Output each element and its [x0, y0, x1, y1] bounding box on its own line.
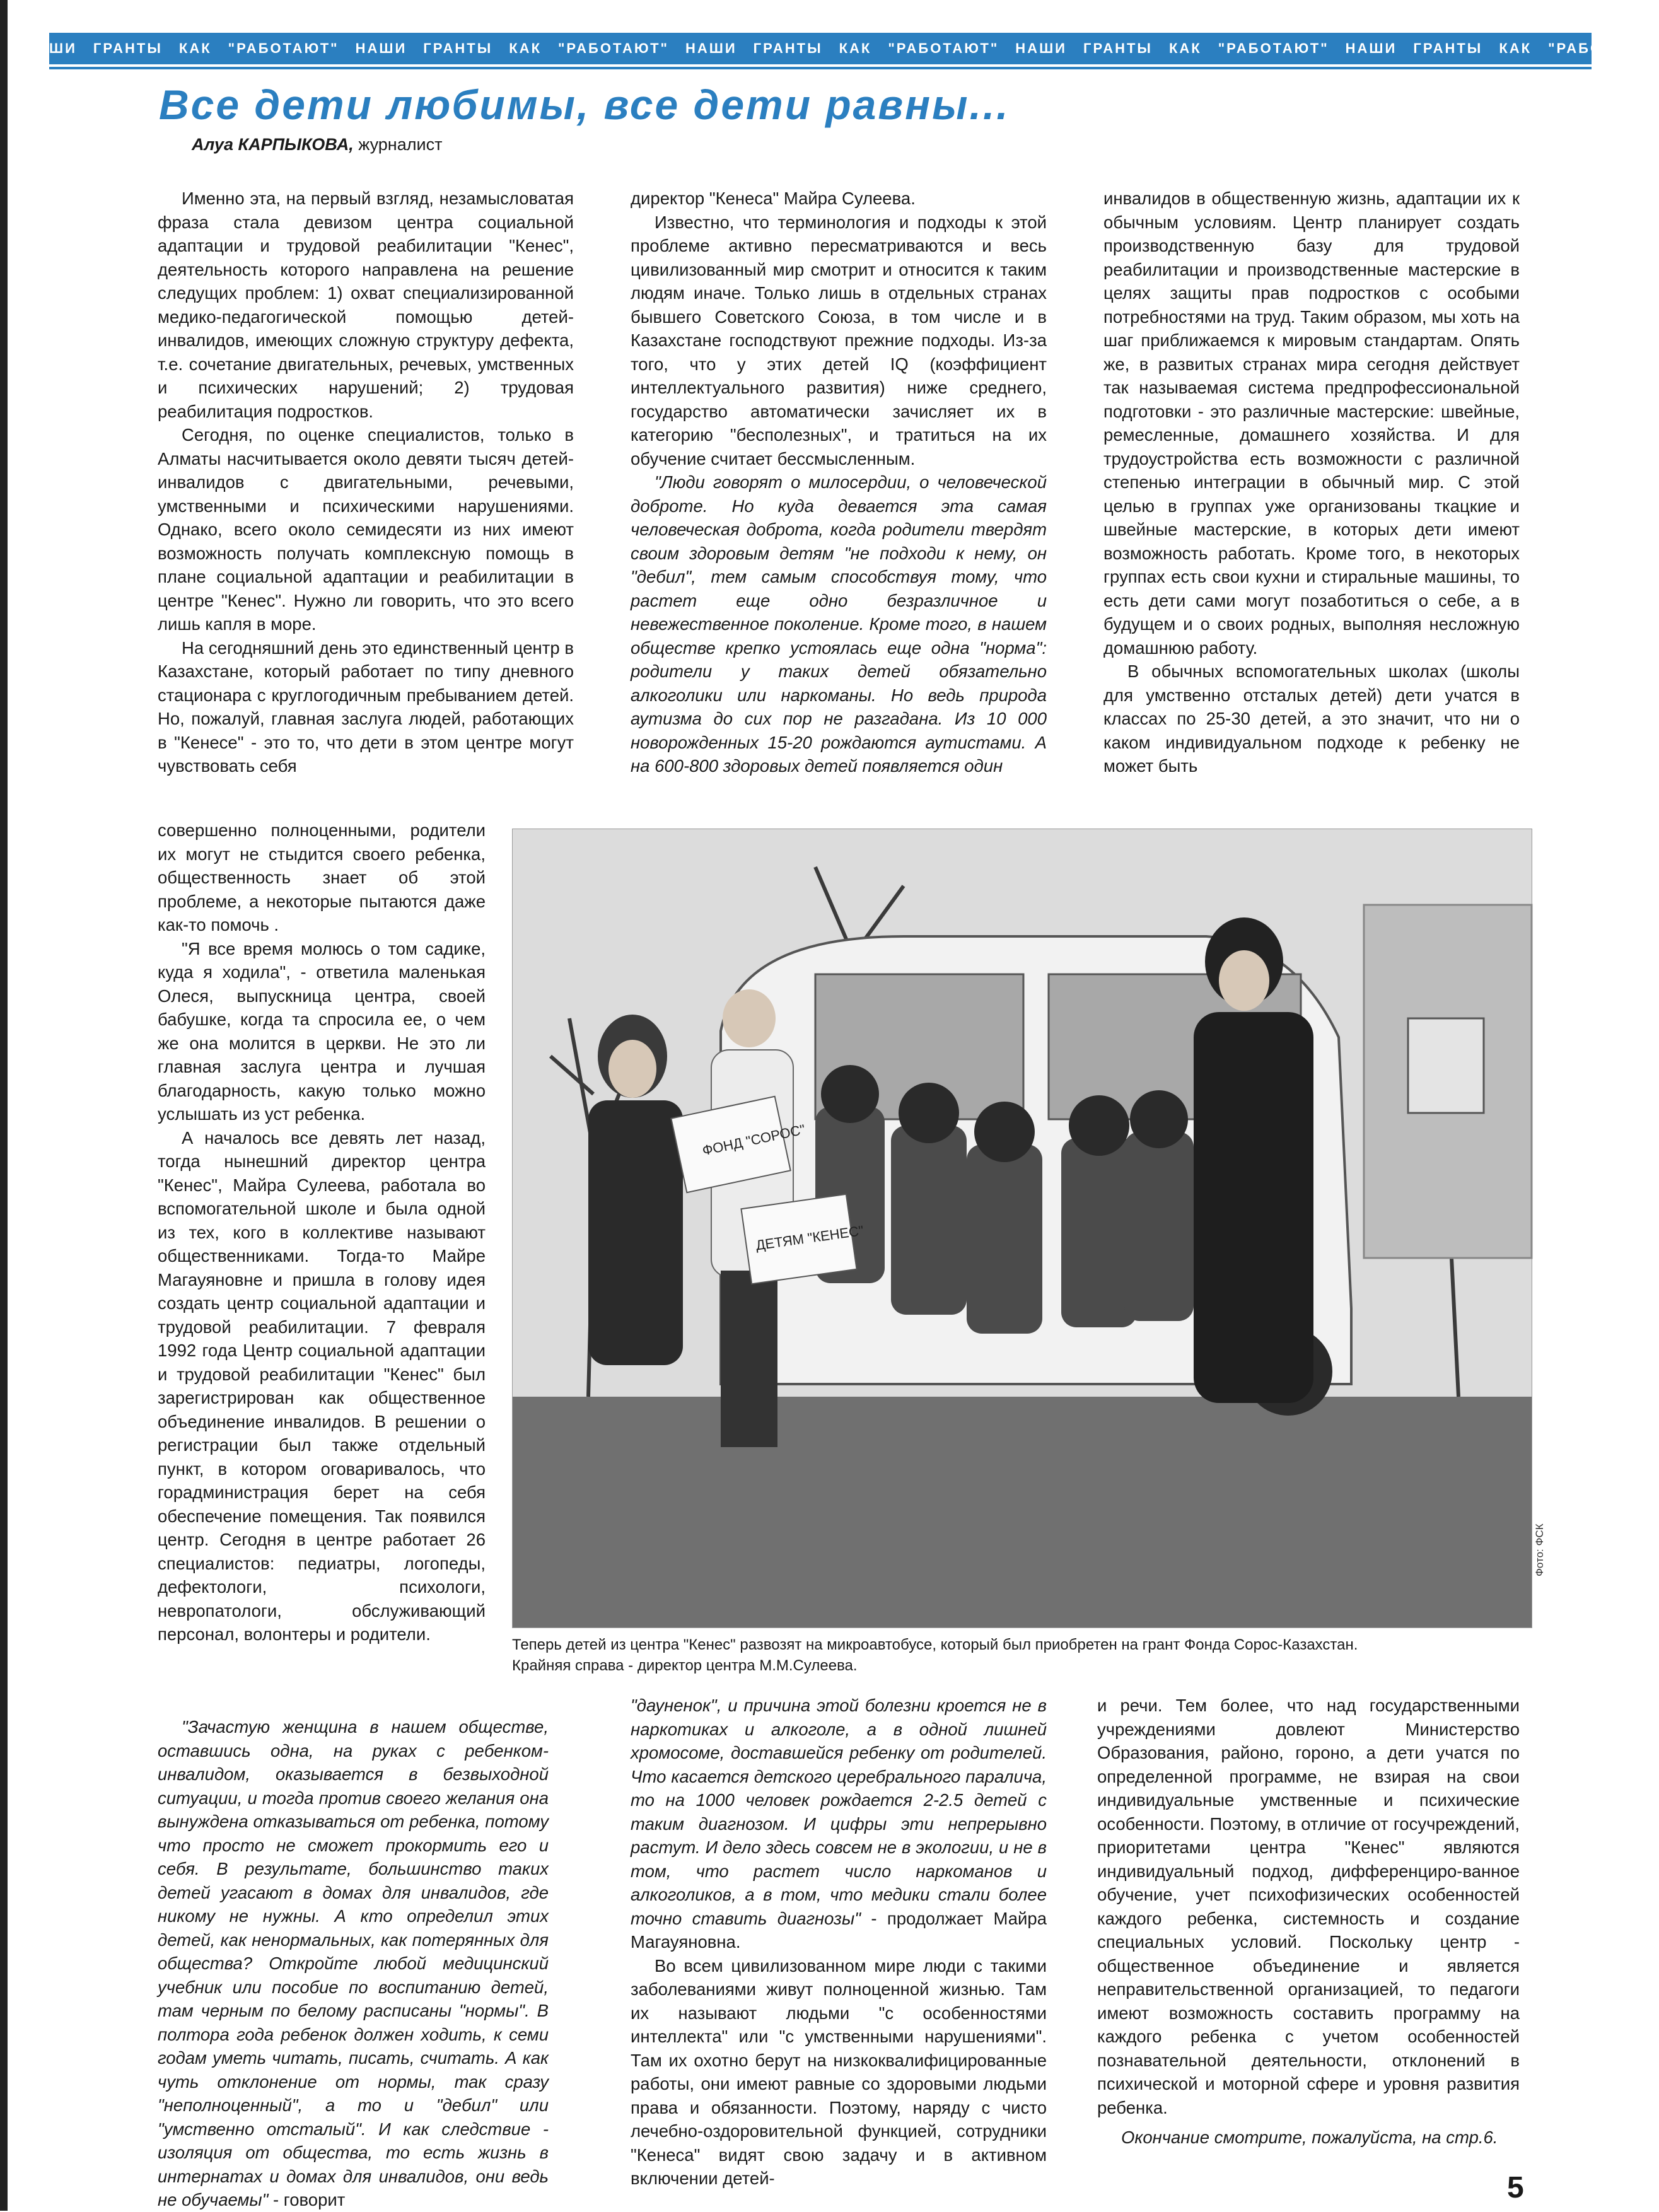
column-3-bottom [1097, 1694, 1520, 2150]
quote-attribution: - говорит [272, 2190, 346, 2209]
band-item: КАК [1499, 40, 1532, 56]
quote-paragraph: "Люди говорят о милосердии, о человеческой доброте. Но куда девается эта самая человеческая доброта, когда родители твердят своим здоровым детям "не подходи к нему, он "дебил", тем самым способствуя тому, что растет еще одно безразличное и невежественное поколение. Кроме того, в нашем обществе крепко устоялась еще одна "норма": родители у таких детей обязательно алкоголики или наркоманы. Но ведь природа аутизма до сих пор не разгадана. Из 10 000 новорожденных 15-20 рождаются аутистами. А на 600-800 здоровых детей появляется один [631, 472, 1047, 776]
paragraph: инвалидов в общественную жизнь, адаптации их к обычным условиям. Центр планирует создать производственную базу для трудовой реабилитации и производственные мастерские в целях защиты прав подростков с особыми потребностями на труд. Таким образом, мы хоть на шаг приближаемся к мировым стандартам. Опять же, в развитых странах мира сегодня действует так называемая система предпрофессиональной подготовки - это различные мастерские: швейные, ремесленные, домашнего хозяйства. И для трудоустройства есть возможности с различной степенью интеграции в обычный мир. С этой целью в группах уже организованы ткацкие и швейные мастерские, в которых дети имеют возможность работать. Кроме того, в некоторых группах есть свои кухни и стиральные машины, то есть дети сами могут позаботиться о себе, а в будущем и о своих родных, выполняя несложную домашнюю работу. [1103, 189, 1520, 658]
quote-text: "Зачастую женщина в нашем обществе, оставшись одна, на руках с ребенком-инвалидом, оказывается в безвыходной ситуации, и тогда против своего желания она вынуждена отказываться от ребенка, потому что просто не сможет прокормить его и себя. В результате, большинство таких детей угасают в домах для инвалидов, где никому не нужны. А кто определил этих детей, как ненормальных, как потерянных для общества? Откройте любой медицинский учебник или пособие по воспитанию детей, там черным по белому расписаны "нормы". В полтора года ребенок должен ходить, к семи годам уметь читать, писать, считать. А как чуть отклонение от нормы, так сразу "неполноценный", а то и "дебил" или "умственно отсталый". И как следствие - изоляция от общества, то есть жизнь в интернатах и домах для инвалидов, они ведь не обучаемы" [158, 1717, 549, 2209]
band-item: "РАБОТАЮТ" [558, 40, 669, 56]
byline [192, 135, 442, 154]
band-item: НАШИ [355, 40, 407, 56]
paragraph: Сегодня, по оценке специалистов, только в Алматы насчитывается около девяти тысяч детей-инвалидов с двигательными, речевыми, умственными и психическими нарушениями. Однако, всего около семидесяти из них имеют возможность получать комплексную помощь в плане социальной адаптации и реабилитации в центре "Кенес". Нужно ли говорить, что это всего лишь капля в море. [158, 425, 574, 634]
continuation-note: Окончание смотрите, пожалуйста, на стр.6. [1121, 2128, 1498, 2147]
paragraph: Во всем цивилизованном мире люди с такими заболеваниями живут полноценной жизнью. Там их называют людьми "с особенностями интеллекта" или "с умственными нарушениями". Там их охотно берут на низкоквалифицированные работы, они имеют равные со здоровыми людьми права и обязанности. Поэтому, наряду с чисто лечебно-оздоровительной функцией, сотрудники "Кенеса" видят свою задачу и в активном включении детей- [631, 1955, 1047, 2188]
quote-paragraph [631, 1694, 1047, 1954]
column-1-bottom [158, 1715, 549, 2212]
article-title: Все дети любимы, все дети равны... [159, 81, 1010, 128]
band-item: ГРАНТЫ [423, 40, 493, 56]
column-2-bottom [631, 1694, 1047, 2191]
paragraph: директор "Кенеса" Майра Сулеева. [631, 189, 916, 208]
band-item: ШИ [49, 40, 77, 56]
band-item: КАК [1168, 40, 1202, 56]
photo-sign: ФОНД "СОРОС" [701, 1121, 807, 1159]
paragraph: Известно, что терминология и подходы к этой проблеме активно пересматриваются и весь цивилизованный мир смотрит и относится к таким людям иначе. Только лишь в отдельных странах бывшего Советского Союза, в том числе и в Казахстане господствуют прежние подходы. Из-за того, что у этих детей IQ (коэффициент интеллектуального развития) ниже среднего, государство автоматически зачисляет их в категорию "бесполезных", и тратиться на их обучение считает бессмысленным. [631, 212, 1047, 469]
paragraph: На сегодняшний день это единственный центр в Казахстане, который работает по типу дневного стационара с круглогодичным пребыванием детей. Но, пожалуй, главная заслуга людей, работающих в "Кенесе" - это то, что дети в этом центре могут чувствовать себя [158, 637, 574, 776]
band-item: КАК [839, 40, 872, 56]
column-1-middle [158, 818, 486, 1646]
header-band [49, 33, 1659, 64]
caption-line: Крайняя справа - директор центра М.М.Сулеева. [512, 1657, 858, 1674]
author-name: Алуа КАРПЫКОВА, [192, 135, 354, 154]
photo-caption [512, 1634, 1531, 1676]
band-item: КАК [509, 40, 542, 56]
band-item: "РАБОТАЮТ" [228, 40, 339, 56]
quote-text: "дауненок", и причина этой болезни кроется не в наркотиках и алкоголе, а в одной лишней хромосоме, доставшейся ребенку от родителей. Что касается детского церебрального паралича, то на 1000 человек рождается 2-2.5 детей с таким диагнозом. И цифры эти непрерывно растут. И дело здесь совсем не в экологии, и не в том, что растет число наркоманов и алкоголиков, а в том, что медики стали более точно ставить диагнозы" [631, 1696, 1047, 1928]
photo-sign: ДЕТЯМ "КЕНЕС" [755, 1222, 865, 1254]
quote-paragraph [158, 1715, 549, 2212]
photo-illustration [513, 829, 1532, 1627]
author-role: журналист [358, 135, 443, 154]
quote-attribution: - продолжает Майра Магауяновна. [631, 1908, 1047, 1952]
band-item: "РАБОТАЮТ" [888, 40, 999, 56]
band-item: "РАБОТАЮТ" [1548, 40, 1659, 56]
paragraph: и речи. Тем более, что над государственными учреждениями довлеют Министерство Образования, районо, гороно, а дети учатся по определенной программе, не взирая на свои индивидуальные умственные и психические особенности. Поэтому, в отличие от госучреждений, приоритетами центра "Кенес" являются индивидуальный подход, дифференциро-ванное обучение, учет психофизических особенностей каждого ребенка, системность и создание специальных условий. Поскольку центр - общественное объединение и является неправительственной организацией, то педагоги имеют возможность составить программу на каждого ребенка с учетом особенностей познавательной деятельности, отклонений в психической и моторной сфере и уровня развития ребенка. [1097, 1696, 1520, 2117]
paragraph: "Я все время молюсь о том садике, куда я ходила", - ответила маленькая Олеся, выпускница центра, своей бабушке, когда та спросила ее, о чем же она молится в церкви. Не это ли главная заслуга центра и лучшая благодарность, какую только можно услышать из уст ребенка. [158, 938, 486, 1124]
band-item: ГРАНТЫ [1083, 40, 1153, 56]
band-item: ГРАНТЫ [93, 40, 163, 56]
band-item: "РАБОТАЮТ" [1218, 40, 1329, 56]
paragraph: А началось все девять лет назад, тогда нынешний директор центра "Кенес", Майра Сулеева, работала во вспомогательной школе и была одной из тех, кого в коллективе называют общественниками. Тогда-то Майре Магауяновне и пришла в голову идея создать центр социальной адаптации и трудовой реабилитации. 7 февраля 1992 года Центр социальной адаптации и трудовой реабилитации "Кенес" был зарегистрирован как общественное объединение инвалидов. В решении о регистрации был также отдельный пункт, в котором оговаривалось, что горадминистрация берет на себя обеспечение помещения. Так появился центр. Сегодня в центре работает 26 специалистов: педиатры, логопеды, дефектологи, психологи, невропатологи, обслуживающий персонал, волонтеры и родители. [158, 1127, 486, 1644]
paragraph: В обычных вспомогательных школах (школы для умственно отсталых детей) дети учатся в классах по 25-30 детей, а это значит, что ни о каком индивидуальном подходе к ребенку не может быть [1103, 661, 1520, 776]
band-item: ГРАНТЫ [753, 40, 823, 56]
scan-edge [0, 0, 8, 2211]
band-item: НАШИ [1015, 40, 1067, 56]
paragraph: совершенно полноценными, родители их могут не стыдится своего ребенка, общественность знает об этой проблеме, а некоторые пытаются даже как-то помочь . [158, 820, 486, 934]
column-3-top [1103, 187, 1520, 778]
paragraph: Именно эта, на первый взгляд, незамысловатая фраза стала девизом центра социальной адаптации и трудовой реабилитации "Кенес", деятельность которого направлена на решение следущих проблем: 1) охват специализированной медико-педагогической помощью детей-инвалидов, имеющих сложную структуру дефекта, т.е. сочетание двигательных, речевых, умственных и психических нарушений; 2) трудовая реабилитация подростков. [158, 189, 574, 421]
caption-line: Теперь детей из центра "Кенес" развозят на микроавтобусе, который был приобретен на грант Фонда Сорос-Казахстан. [512, 1636, 1358, 1653]
page-number: 5 [1507, 2171, 1524, 2204]
header-rule [49, 67, 1592, 69]
column-1-top [158, 187, 574, 778]
photo [512, 829, 1532, 1628]
band-item: НАШИ [685, 40, 737, 56]
band-item: НАШИ [1345, 40, 1397, 56]
column-2-top [631, 187, 1047, 778]
photo-credit: Фото: ФСК [1534, 1523, 1545, 1576]
band-item: ГРАНТЫ [1413, 40, 1483, 56]
band-item: КАК [178, 40, 212, 56]
